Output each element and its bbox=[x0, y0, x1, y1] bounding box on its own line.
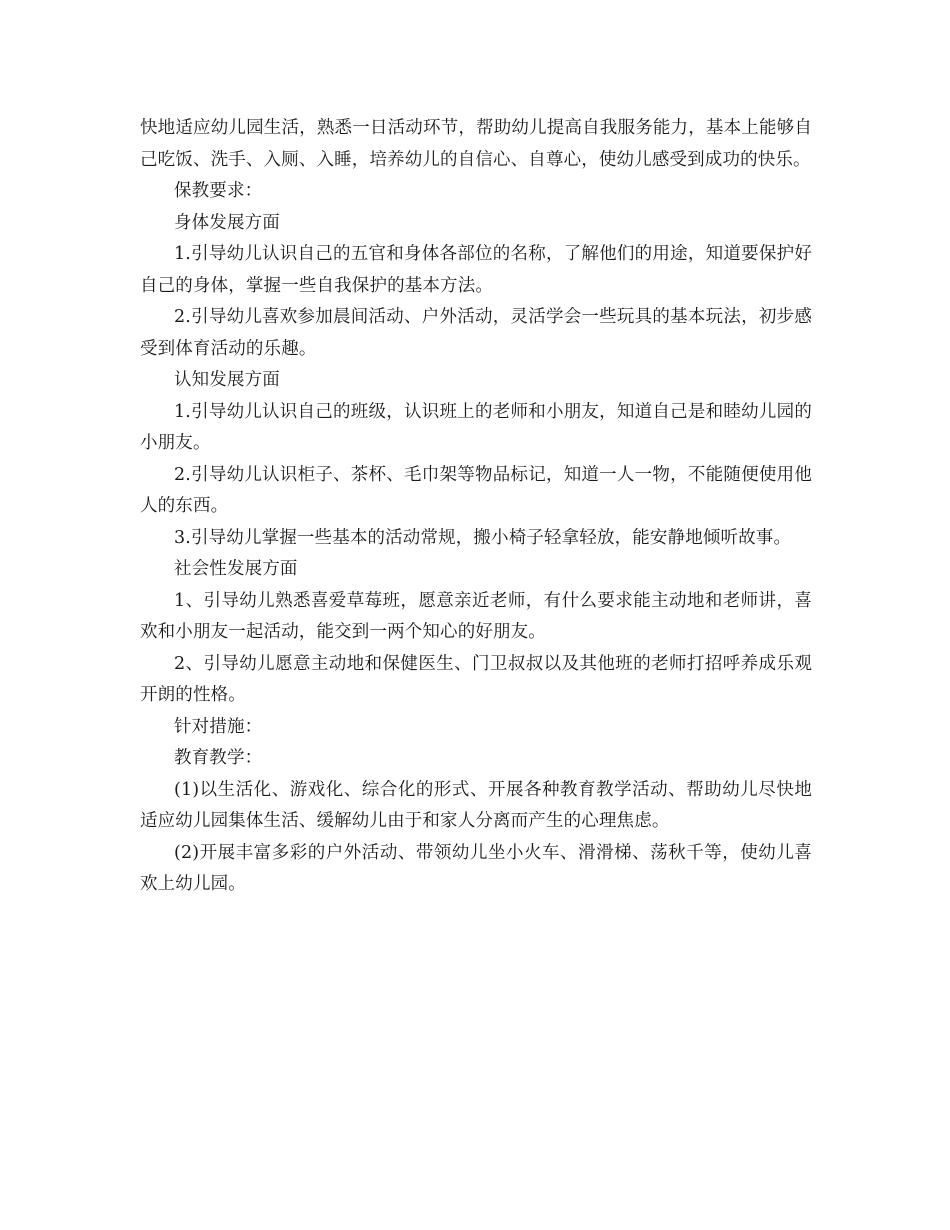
paragraph-social-1: 1、引导幼儿熟悉喜爱草莓班，愿意亲近老师，有什么要求能主动地和老师讲，喜欢和小朋友一起活动，能交到一两个知心的好朋友。 bbox=[140, 590, 812, 642]
heading-education-teaching: 教育教学： bbox=[174, 748, 263, 768]
paragraph-education-2: (2)开展丰富多彩的户外活动、带领幼儿坐小火车、滑滑梯、荡秋千等，使幼儿喜欢上幼儿园。 bbox=[140, 842, 812, 894]
paragraph-social-2: 2、引导幼儿愿意主动地和保健医生、门卫叔叔以及其他班的老师打招呼养成乐观开朗的性格。 bbox=[140, 653, 812, 705]
heading-cognitive-development: 认知发展方面 bbox=[174, 370, 280, 390]
paragraph-physical-2: 2.引导幼儿喜欢参加晨间活动、户外活动，灵活学会一些玩具的基本玩法，初步感受到体育活动的乐趣。 bbox=[140, 307, 812, 359]
paragraph-cognitive-2: 2.引导幼儿认识柜子、茶杯、毛巾架等物品标记，知道一人一物，不能随便使用他人的东西。 bbox=[140, 464, 812, 516]
paragraph-cognitive-1: 1.引导幼儿认识自己的班级，认识班上的老师和小朋友，知道自己是和睦幼儿园的小朋友。 bbox=[140, 401, 812, 453]
heading-social-development: 社会性发展方面 bbox=[174, 559, 298, 579]
paragraph-cognitive-3: 3.引导幼儿掌握一些基本的活动常规，搬小椅子轻拿轻放，能安静地倾听故事。 bbox=[174, 527, 792, 548]
paragraph-intro-continuation: 快地适应幼儿园生活，熟悉一日活动环节，帮助幼儿提高自我服务能力，基本上能够自己吃饭、洗手、入厕、入睡，培养幼儿的自信心、自尊心，使幼儿感受到成功的快乐。 bbox=[140, 118, 812, 170]
paragraph-physical-1: 1.引导幼儿认识自己的五官和身体各部位的名称，了解他们的用途，知道要保护好自己的身体，掌握一些自我保护的基本方法。 bbox=[140, 244, 812, 296]
document-body bbox=[140, 113, 812, 901]
paragraph-education-1: (1)以生活化、游戏化、综合化的形式、开展各种教育教学活动、帮助幼儿尽快地适应幼儿园集体生活、缓解幼儿由于和家人分离而产生的心理焦虑。 bbox=[140, 779, 812, 831]
heading-physical-development: 身体发展方面 bbox=[174, 212, 280, 233]
heading-measures: 针对措施： bbox=[174, 716, 263, 737]
heading-care-requirements: 保教要求： bbox=[174, 181, 263, 201]
